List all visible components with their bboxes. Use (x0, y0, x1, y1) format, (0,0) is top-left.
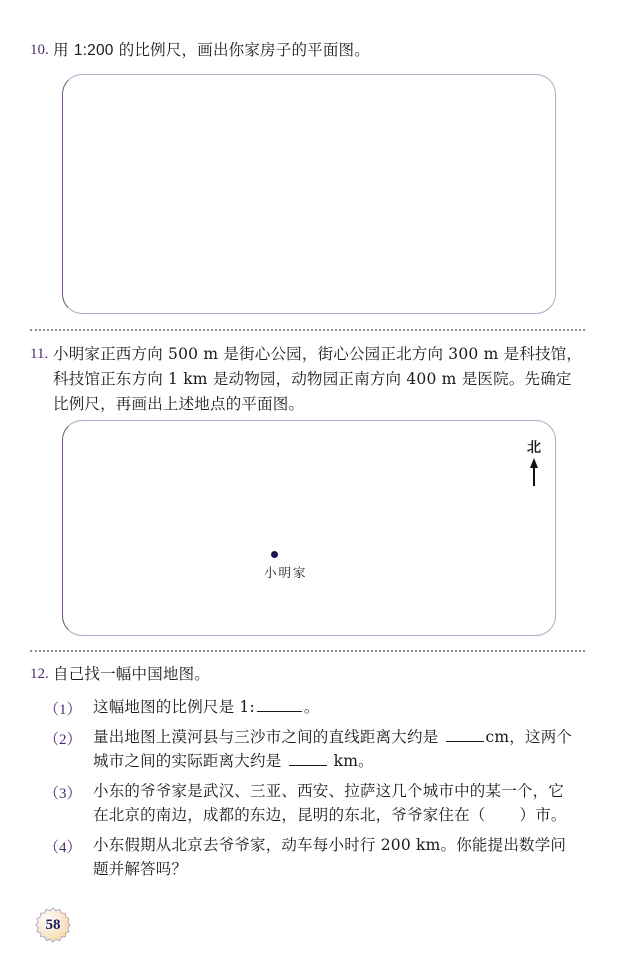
q12-sub3-number: （3） (44, 786, 82, 802)
north-arrow-shaft (533, 466, 535, 486)
q12-sub1-text: 这幅地图的比例尺是 1: (93, 698, 255, 716)
q10-ratio: 1:200 (73, 42, 114, 59)
page-number: 58 (45, 917, 61, 933)
q12-sub1-end: 。 (303, 698, 320, 716)
q12-sub2-text-c: 城市之间的实际距离大约是 (93, 752, 287, 770)
scale-answer-blank[interactable] (257, 697, 302, 712)
divider-2 (30, 650, 585, 652)
q12-sub1-number: （1） (44, 702, 82, 718)
q12-sub3-line-1: 小东的爷爷家是武汉、三亚、西安、拉萨这几个城市中的某一个，它 (93, 782, 565, 800)
question-11-number: 11. (30, 346, 49, 362)
q12-sub2-number: （2） (44, 732, 82, 748)
q12-sub3-line-2 (93, 804, 567, 826)
q12-text: 自己找一幅中国地图。 (53, 665, 211, 683)
q12-sub2-text-d: km。 (328, 752, 374, 770)
q12-sub2-text-b: cm，这两个 (485, 728, 573, 746)
home-label: 小明家 (264, 565, 308, 580)
q10-suffix: 的比例尺，画出你家房子的平面图。 (113, 41, 370, 59)
question-10-text (53, 39, 370, 62)
question-12-number: 12. (30, 666, 49, 682)
q11-line-1: 小明家正西方向 500 m 是街心公园，街心公园正北方向 300 m 是科技馆， (53, 345, 583, 363)
q11-map-area[interactable] (62, 420, 556, 636)
home-dot-icon (271, 551, 278, 558)
q11-line-2: 科技馆正东方向 1 km 是动物园，动物园正南方向 400 m 是医院。先确定 (53, 370, 572, 388)
q12-sub2-line-1 (93, 726, 572, 748)
q12-sub1-line (93, 696, 320, 718)
question-10-number: 10. (30, 42, 49, 58)
north-label: 北 (527, 440, 541, 456)
q12-sub4-number: （4） (44, 840, 82, 856)
q12-sub3-text-a: 在北京的南边，成都的东边，昆明的东北，爷爷家住在（ (93, 806, 486, 824)
actual-distance-blank[interactable] (289, 751, 327, 766)
q12-sub2-line-2 (93, 750, 374, 772)
q12-sub2-text-a: 量出地图上漠河县与三沙市之间的直线距离大约是 (93, 728, 444, 746)
q12-sub4-line-1: 小东假期从北京去爷爷家，动车每小时行 200 km。你能提出数学问 (93, 836, 567, 854)
q11-line-3: 比例尺，再画出上述地点的平面图。 (53, 395, 305, 413)
map-distance-blank[interactable] (446, 727, 484, 742)
divider-1 (30, 329, 585, 331)
q10-prefix: 用 (53, 41, 74, 59)
q12-sub3-text-b: ）市。 (519, 806, 567, 824)
q10-drawing-area[interactable] (62, 74, 556, 314)
q12-sub4-line-2: 题并解答吗？ (93, 860, 188, 878)
